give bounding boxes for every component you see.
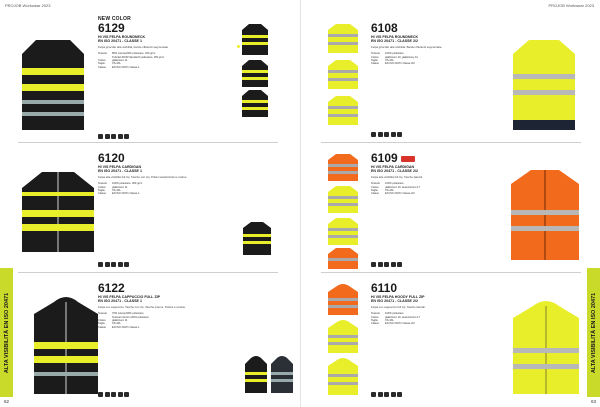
garment-6110-front — [511, 296, 581, 396]
iron-icon — [384, 392, 389, 397]
care-icons — [98, 262, 129, 267]
bleach-icon — [378, 132, 383, 137]
garment-6108-thumb-2 — [327, 58, 359, 90]
garment-6110-thumb-2 — [327, 318, 359, 354]
iron-icon — [384, 132, 389, 137]
product-desc: Felpa alta visibilità full zip. Tasche con zip. Polsini elasticizzati a costine. — [98, 174, 188, 179]
product-title: HI VIS FELPA ROUNDNECK — [98, 35, 146, 39]
new-color-badge: NEW COLOR — [98, 16, 131, 22]
header-left: PROJOB Workwear 2023 — [5, 3, 51, 8]
color-dot — [237, 45, 240, 48]
iron-icon — [111, 134, 116, 139]
garment-6108-thumb-3 — [327, 94, 359, 126]
product-specs: Tessuto 70% cotone/30% poliestere Tessuto interno 100% poliestere Colore giallo/nero 11 Taglie XS-4XL Classe EN ISO 20471 Classe 1 — [98, 312, 149, 329]
bleach-icon — [105, 392, 110, 397]
garment-6120-front — [18, 168, 98, 254]
product-6120 — [98, 152, 238, 196]
product-specs: Tessuto 100% poliestere Colore giallo/nero 10, arancio/nero 17 Taglie XS-4XL Classe EN ISO 20471 Classe 2/2 — [371, 312, 421, 326]
product-title: HI VIS FELPA CARDIGAN — [98, 165, 142, 169]
care-icons — [98, 392, 129, 397]
product-title: HI VIS FELPA CAPPUCCIO FULL ZIP — [98, 295, 161, 299]
iron-icon — [111, 262, 116, 267]
wash-icon — [371, 262, 376, 267]
product-code: 6109 — [371, 152, 506, 164]
product-6129 — [98, 16, 238, 69]
garment-6108-front — [509, 34, 579, 134]
garment-6110-thumb-3 — [327, 356, 359, 396]
garment-6129-front — [18, 34, 88, 134]
garment-6108-thumb-1 — [327, 22, 359, 54]
product-code: 6108 — [371, 21, 398, 35]
product-6108 — [371, 22, 506, 66]
dryer-icon — [397, 262, 402, 267]
product-specs: Tessuto 100% poliestere, 300 g/m² Colore giallo/nero 11 Taglie XS-4XL Classe EN ISO 20471 Classe 1 — [98, 182, 143, 196]
dryclean-icon — [391, 392, 396, 397]
product-class: EN ISO 20471 - CLASSE 2/2 — [371, 169, 418, 174]
garment-6109-thumb-3 — [327, 216, 359, 246]
dryclean-icon — [118, 392, 123, 397]
product-desc: Felpa con cappuccio full zip. Tasche laterali. — [371, 304, 426, 309]
italy-flag-icon — [401, 156, 415, 162]
side-tab-right — [587, 268, 600, 397]
divider — [321, 272, 581, 273]
side-tab-label: ALTA VISIBILITÀ EN ISO 20471 — [590, 292, 597, 373]
care-icons — [371, 132, 402, 137]
garment-6122-thumb-1 — [244, 354, 268, 394]
garment-6109-thumb-2 — [327, 184, 359, 214]
dryer-icon — [124, 392, 129, 397]
bleach-icon — [378, 392, 383, 397]
garment-6129-thumb-1 — [241, 22, 269, 56]
right-page — [300, 0, 600, 407]
product-title: HI VIS FELPA CARDIGAN — [371, 165, 415, 169]
dryer-icon — [397, 132, 402, 137]
product-specs: Tessuto 100% poliestere Colore giallo/nero 10, arancio/nero 17 Taglie XS-4XL Classe EN ISO 20471 Classe 2/2 — [371, 182, 421, 196]
product-desc: Felpa con cappuccio. Tasche con zip. Tasche interne. Polsini a costine. — [98, 304, 186, 309]
garment-6120-thumb — [242, 220, 272, 256]
wash-icon — [98, 262, 103, 267]
garment-6122-front — [30, 292, 102, 396]
garment-6129-thumb-2 — [241, 58, 269, 88]
page-number-right: 63 — [590, 399, 596, 404]
dryclean-icon — [118, 134, 123, 139]
product-code: 6122 — [98, 281, 125, 295]
product-code: 6110 — [371, 281, 398, 295]
header-right: PROJOB Workwear 2023 — [548, 3, 594, 8]
divider — [321, 142, 581, 143]
iron-icon — [384, 262, 389, 267]
product-class: EN ISO 20471 - CLASSE 2/2 — [371, 299, 418, 304]
bleach-icon — [105, 134, 110, 139]
product-class: EN ISO 20471 - CLASSE 1 — [98, 169, 142, 174]
dryclean-icon — [391, 132, 396, 137]
wash-icon — [98, 392, 103, 397]
product-title: HI VIS FELPA HOODY FULL ZIP — [371, 295, 425, 299]
dryer-icon — [397, 392, 402, 397]
divider — [18, 142, 278, 143]
dryer-icon — [124, 134, 129, 139]
iron-icon — [111, 392, 116, 397]
product-class: EN ISO 20471 - CLASSE 1 — [98, 299, 142, 304]
garment-6109-thumb-1 — [327, 152, 359, 182]
wash-icon — [371, 132, 376, 137]
garment-6110-thumb-1 — [327, 282, 359, 316]
garment-6129-thumb-3 — [241, 88, 269, 118]
product-6110 — [371, 282, 506, 326]
side-tab-label: ALTA VISIBILITÀ EN ISO 20471 — [3, 292, 10, 373]
product-desc: Felpa alta visibilità full zip. Tasche laterali. — [371, 174, 423, 179]
divider — [18, 272, 278, 273]
wash-icon — [98, 134, 103, 139]
garment-6109-thumb-4 — [327, 246, 359, 270]
care-icons — [98, 134, 129, 139]
dryclean-icon — [118, 262, 123, 267]
product-specs: Tessuto 100% poliestere Colore giallo/nero 10, giallo/navy 12 Taglie XS-4XL Classe EN ISO 20471 Classe 2/2 — [371, 52, 418, 66]
page-number-left: 62 — [4, 399, 10, 404]
garment-6109-front — [509, 166, 581, 262]
side-tab-left — [0, 268, 13, 397]
product-title: HI VIS FELPA ROUNDNECK — [371, 35, 419, 39]
product-desc: Felpa girocollo alta visibilità, bande riflettenti segmentate — [98, 44, 169, 49]
garment-6122-thumb-2 — [270, 354, 294, 394]
product-6122 — [98, 282, 238, 329]
product-code: 6129 — [98, 21, 125, 35]
dryclean-icon — [391, 262, 396, 267]
product-specs: Tessuto 80% cotone/20% poliestere, 320 g/m² Tubolari 60/40 Sandwich poliestere, 250 g/m² Colore giallo/nero 11 Taglie XS-4XL Classe EN ISO 20471 Classe 1 — [98, 52, 165, 69]
product-desc: Felpa girocollo alta visibilità. Bande riflettenti segmentate. — [371, 44, 443, 49]
care-icons — [371, 262, 402, 267]
product-class: EN ISO 20471 - CLASSE 2/2 — [371, 39, 418, 44]
dryer-icon — [124, 262, 129, 267]
product-class: EN ISO 20471 - CLASSE 1 — [98, 39, 142, 44]
care-icons — [371, 392, 402, 397]
bleach-icon — [378, 262, 383, 267]
product-code: 6120 — [98, 151, 125, 165]
wash-icon — [371, 392, 376, 397]
product-6109 — [371, 152, 506, 196]
bleach-icon — [105, 262, 110, 267]
